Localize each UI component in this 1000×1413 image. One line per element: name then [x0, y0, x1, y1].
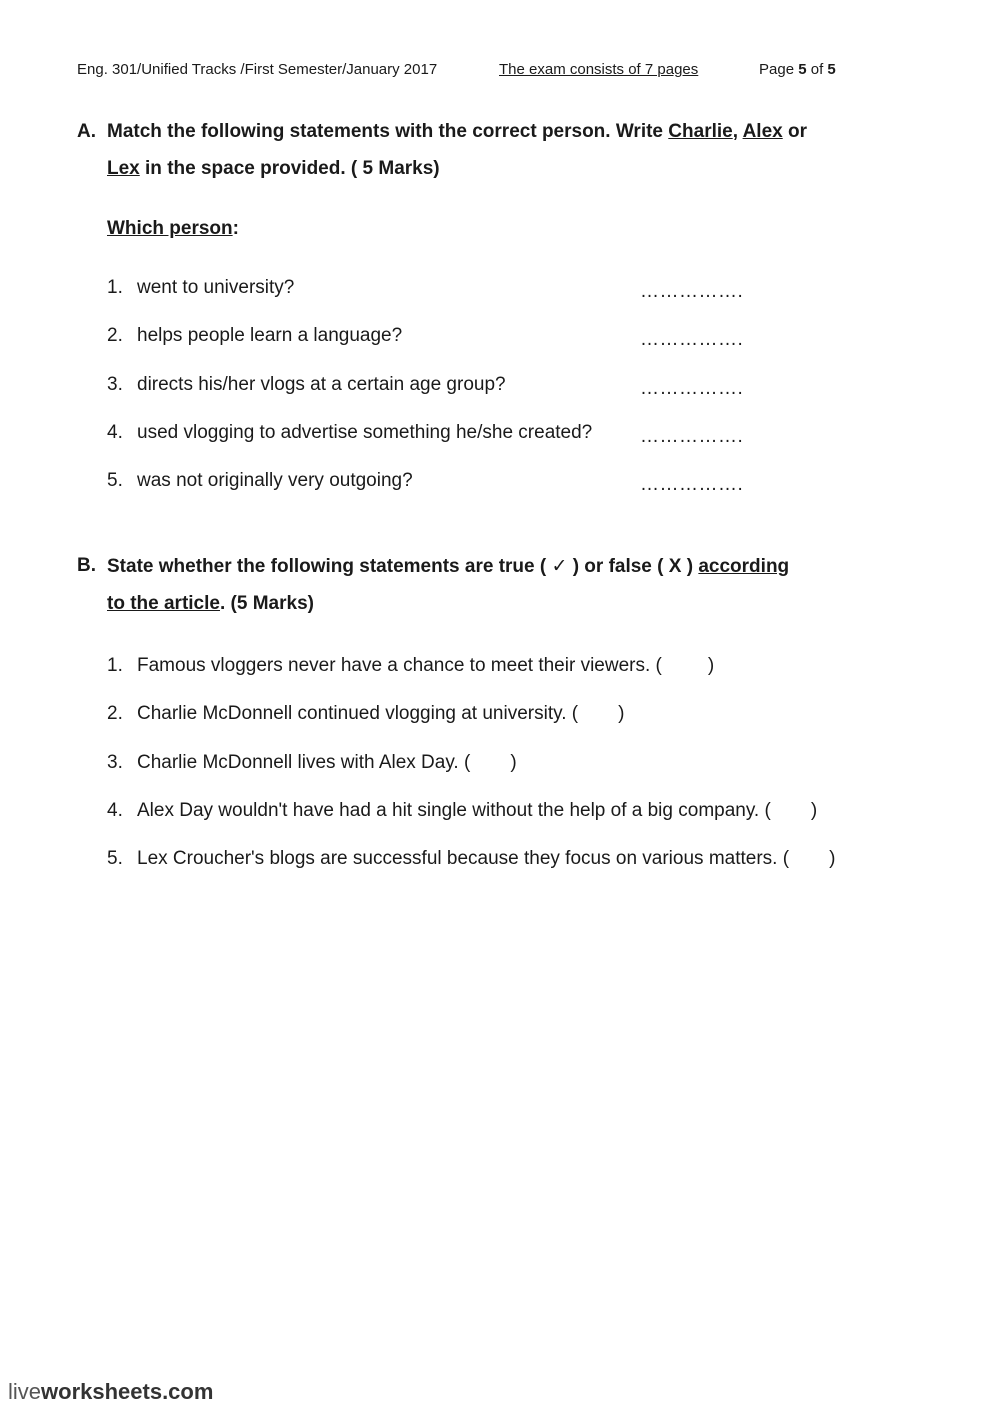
answer-blank[interactable]: ……………. — [640, 329, 744, 350]
match-question: 1. went to university? — [107, 277, 295, 298]
true-false-statement: 3. Charlie McDonnell lives with Alex Day. ( ) — [107, 752, 517, 773]
name-alex: Alex — [742, 121, 783, 142]
liveworksheets-logo: liveworksheets.com — [8, 1379, 214, 1404]
section-b-instruction-line2: to the article. (5 Marks) — [107, 593, 314, 614]
true-false-statement: 1. Famous vloggers never have a chance to meet their viewers. ( ) — [107, 655, 715, 676]
check-mark-icon: ✓ — [551, 556, 568, 577]
name-lex: Lex — [107, 158, 140, 179]
course-info: Eng. 301/Unified Tracks /First Semester/January 2017 — [77, 61, 438, 78]
answer-blank[interactable]: ……………. — [640, 426, 744, 447]
name-charlie: Charlie — [668, 121, 733, 142]
true-false-statement: 5. Lex Croucher's blogs are successful because they focus on various matters. ( ) — [107, 848, 836, 869]
answer-blank[interactable]: ……………. — [640, 474, 744, 495]
match-question: 2. helps people learn a language? — [107, 325, 403, 346]
which-person-heading: Which person: — [107, 218, 239, 239]
match-question: 4. used vlogging to advertise something he/she created? — [107, 422, 593, 443]
answer-blank[interactable]: ……………. — [640, 281, 744, 302]
pages-note: The exam consists of 7 pages — [499, 61, 699, 78]
match-question: 3. directs his/her vlogs at a certain age group? — [107, 374, 506, 395]
answer-blank[interactable]: ……………. — [640, 378, 744, 399]
true-false-statement: 2. Charlie McDonnell continued vlogging at university. ( ) — [107, 703, 625, 724]
section-a-letter: A. — [77, 121, 96, 142]
section-b-letter: B. — [77, 555, 96, 576]
x-mark-icon: X — [668, 556, 682, 577]
page-header — [77, 61, 836, 78]
match-question: 5. was not originally very outgoing? — [107, 470, 413, 491]
section-a-instruction-line2: Lex in the space provided. ( 5 Marks) — [107, 158, 440, 179]
page-number: Page 5 of 5 — [759, 61, 836, 78]
section-a-instruction-line1: Match the following statements with the correct person. Write Charlie, Alex or — [107, 121, 807, 142]
true-false-statement: 4. Alex Day wouldn't have had a hit single without the help of a big company. ( ) — [107, 800, 818, 821]
section-b-instruction-line1: State whether the following statements are true ( ✓ ) or false ( X ) according — [107, 556, 790, 577]
